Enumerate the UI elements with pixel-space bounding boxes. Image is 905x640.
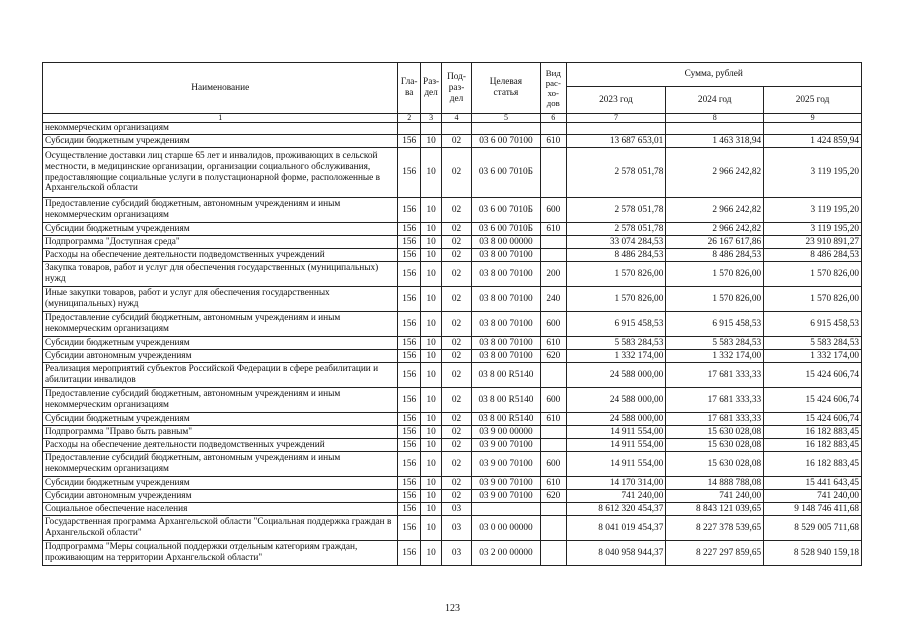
row-2025-cell: 8 528 940 159,18 [764, 541, 862, 566]
row-2025-cell: 5 583 284,53 [764, 337, 862, 350]
row-vid-cell: 600 [541, 452, 566, 477]
row-vid-cell [541, 439, 566, 452]
row-glava-cell: 156 [398, 135, 420, 148]
row-2023-cell: 5 583 284,53 [566, 337, 666, 350]
row-2023-cell: 2 578 051,78 [566, 223, 666, 236]
row-podrazdel-cell: 03 [442, 503, 472, 516]
row-2025-cell: 15 424 606,74 [764, 388, 862, 413]
row-tselevaya-cell: 03 8 00 70100 [471, 262, 540, 287]
row-podrazdel-cell: 02 [442, 363, 472, 388]
row-podrazdel-cell: 02 [442, 439, 472, 452]
row-tselevaya-cell: 03 9 00 00000 [471, 426, 540, 439]
row-glava-cell: 156 [398, 516, 420, 541]
column-number-cell: 7 [566, 114, 666, 123]
row-2024-cell: 2 966 242,82 [666, 148, 764, 198]
row-glava-cell: 156 [398, 312, 420, 337]
table-row [43, 148, 862, 198]
row-razdel-cell: 10 [420, 287, 441, 312]
table-row [43, 363, 862, 388]
row-vid-cell [541, 148, 566, 198]
row-tselevaya-cell: 03 8 00 00000 [471, 236, 540, 249]
row-razdel-cell: 10 [420, 452, 441, 477]
row-2023-cell: 14 911 554,00 [566, 426, 666, 439]
row-2025-cell: 16 182 883,45 [764, 426, 862, 439]
row-glava-cell: 156 [398, 337, 420, 350]
row-2024-cell [666, 123, 764, 135]
row-2023-cell: 2 578 051,78 [566, 198, 666, 223]
row-podrazdel-cell: 02 [442, 490, 472, 503]
column-number-cell: 9 [764, 114, 862, 123]
row-2024-cell: 1 463 318,94 [666, 135, 764, 148]
row-2023-cell: 14 911 554,00 [566, 439, 666, 452]
row-name-cell: Субсидии автономным учреждениям [43, 350, 398, 363]
row-2025-cell: 3 119 195,20 [764, 198, 862, 223]
row-razdel-cell: 10 [420, 148, 441, 198]
row-podrazdel-cell: 02 [442, 477, 472, 490]
table-row [43, 516, 862, 541]
row-tselevaya-cell [471, 123, 540, 135]
row-razdel-cell: 10 [420, 388, 441, 413]
row-razdel-cell: 10 [420, 426, 441, 439]
row-tselevaya-cell: 03 9 00 70100 [471, 452, 540, 477]
row-2025-cell: 6 915 458,53 [764, 312, 862, 337]
table-row [43, 223, 862, 236]
row-razdel-cell: 10 [420, 337, 441, 350]
row-vid-cell [541, 363, 566, 388]
row-2025-cell: 1 570 826,00 [764, 262, 862, 287]
row-glava-cell: 156 [398, 223, 420, 236]
row-2023-cell: 8 612 320 454,37 [566, 503, 666, 516]
row-glava-cell: 156 [398, 363, 420, 388]
row-name-cell: Государственная программа Архангельской области "Социальная поддержка граждан в Архангельской области" [43, 516, 398, 541]
row-podrazdel-cell: 02 [442, 312, 472, 337]
row-tselevaya-cell: 03 9 00 70100 [471, 490, 540, 503]
row-2024-cell: 5 583 284,53 [666, 337, 764, 350]
row-tselevaya-cell: 03 8 00 70100 [471, 337, 540, 350]
row-glava-cell: 156 [398, 249, 420, 262]
table-row [43, 287, 862, 312]
row-2025-cell [764, 123, 862, 135]
row-vid-cell [541, 516, 566, 541]
row-tselevaya-cell: 03 6 00 7010Б [471, 198, 540, 223]
row-glava-cell: 156 [398, 477, 420, 490]
budget-table [42, 62, 862, 566]
table-row [43, 350, 862, 363]
row-2025-cell: 8 486 284,53 [764, 249, 862, 262]
row-glava-cell: 156 [398, 350, 420, 363]
row-vid-cell: 600 [541, 198, 566, 223]
row-podrazdel-cell: 02 [442, 388, 472, 413]
row-2024-cell: 2 966 242,82 [666, 198, 764, 223]
row-tselevaya-cell: 03 6 00 70100 [471, 135, 540, 148]
row-2025-cell: 1 570 826,00 [764, 287, 862, 312]
row-2023-cell: 24 588 000,00 [566, 363, 666, 388]
table-row [43, 236, 862, 249]
row-podrazdel-cell: 03 [442, 516, 472, 541]
row-podrazdel-cell: 02 [442, 426, 472, 439]
table-row [43, 439, 862, 452]
column-number-cell: 6 [541, 114, 566, 123]
row-2023-cell: 8 040 958 944,37 [566, 541, 666, 566]
row-2023-cell: 13 687 653,01 [566, 135, 666, 148]
row-tselevaya-cell: 03 2 00 00000 [471, 541, 540, 566]
row-podrazdel-cell: 02 [442, 350, 472, 363]
row-name-cell: Подпрограмма "Доступная среда" [43, 236, 398, 249]
row-glava-cell: 156 [398, 426, 420, 439]
row-2025-cell: 8 529 005 711,68 [764, 516, 862, 541]
row-name-cell: Социальное обеспечение населения [43, 503, 398, 516]
row-name-cell: Субсидии бюджетным учреждениям [43, 337, 398, 350]
row-glava-cell: 156 [398, 413, 420, 426]
table-row [43, 312, 862, 337]
row-2024-cell: 8 843 121 039,65 [666, 503, 764, 516]
row-vid-cell: 240 [541, 287, 566, 312]
row-2024-cell: 2 966 242,82 [666, 223, 764, 236]
row-glava-cell: 156 [398, 262, 420, 287]
table-row [43, 388, 862, 413]
column-number-cell: 1 [43, 114, 398, 123]
row-glava-cell: 156 [398, 439, 420, 452]
row-razdel-cell [420, 123, 441, 135]
row-2025-cell: 3 119 195,20 [764, 223, 862, 236]
row-2024-cell: 1 570 826,00 [666, 287, 764, 312]
row-glava-cell: 156 [398, 490, 420, 503]
row-vid-cell: 200 [541, 262, 566, 287]
row-vid-cell: 620 [541, 350, 566, 363]
row-2024-cell: 8 486 284,53 [666, 249, 764, 262]
row-podrazdel-cell: 02 [442, 337, 472, 350]
row-razdel-cell: 10 [420, 236, 441, 249]
row-2025-cell: 16 182 883,45 [764, 439, 862, 452]
row-name-cell: Субсидии автономным учреждениям [43, 490, 398, 503]
row-2024-cell: 8 227 297 859,65 [666, 541, 764, 566]
row-podrazdel-cell [442, 123, 472, 135]
row-2024-cell: 6 915 458,53 [666, 312, 764, 337]
column-number-cell: 3 [420, 114, 441, 123]
row-name-cell: Закупка товаров, работ и услуг для обеспечения государственных (муниципальных) нужд [43, 262, 398, 287]
row-razdel-cell: 10 [420, 198, 441, 223]
row-2023-cell [566, 123, 666, 135]
row-razdel-cell: 10 [420, 262, 441, 287]
row-podrazdel-cell: 02 [442, 135, 472, 148]
row-vid-cell: 610 [541, 477, 566, 490]
header-glava: Гла- ва [398, 63, 420, 114]
row-razdel-cell: 10 [420, 516, 441, 541]
row-tselevaya-cell [471, 503, 540, 516]
row-name-cell: Субсидии бюджетным учреждениям [43, 135, 398, 148]
row-tselevaya-cell: 03 8 00 70100 [471, 350, 540, 363]
row-podrazdel-cell: 02 [442, 262, 472, 287]
row-razdel-cell: 10 [420, 490, 441, 503]
row-glava-cell: 156 [398, 503, 420, 516]
row-razdel-cell: 10 [420, 541, 441, 566]
row-2024-cell: 26 167 617,86 [666, 236, 764, 249]
row-name-cell: Предоставление субсидий бюджетным, автономным учреждениям и иным некоммерческим организациям [43, 312, 398, 337]
row-2025-cell: 1 332 174,00 [764, 350, 862, 363]
table-row [43, 337, 862, 350]
row-2023-cell: 6 915 458,53 [566, 312, 666, 337]
row-vid-cell: 600 [541, 388, 566, 413]
row-glava-cell: 156 [398, 452, 420, 477]
row-name-cell: Субсидии бюджетным учреждениям [43, 413, 398, 426]
table-row [43, 249, 862, 262]
row-name-cell: Осуществление доставки лиц старше 65 лет и инвалидов, проживающих в сельской местности, в медицинские организации, организации социального обслуживания, предоставляющие социальные услуги в полустационарной форме, расположенные в Архангельской области [43, 148, 398, 198]
row-vid-cell [541, 503, 566, 516]
row-glava-cell [398, 123, 420, 135]
header-2024: 2024 год [666, 87, 764, 114]
table-row [43, 413, 862, 426]
row-razdel-cell: 10 [420, 312, 441, 337]
row-podrazdel-cell: 02 [442, 249, 472, 262]
row-name-cell: Иные закупки товаров, работ и услуг для обеспечения государственных (муниципальных) нужд [43, 287, 398, 312]
row-tselevaya-cell: 03 0 00 00000 [471, 516, 540, 541]
row-2025-cell: 15 441 643,45 [764, 477, 862, 490]
row-name-cell: Предоставление субсидий бюджетным, автономным учреждениям и иным некоммерческим организациям [43, 388, 398, 413]
table-row [43, 477, 862, 490]
row-razdel-cell: 10 [420, 223, 441, 236]
header-summa: Сумма, рублей [566, 63, 861, 87]
row-vid-cell: 600 [541, 312, 566, 337]
row-2023-cell: 14 170 314,00 [566, 477, 666, 490]
table-row [43, 123, 862, 135]
row-glava-cell: 156 [398, 287, 420, 312]
row-razdel-cell: 10 [420, 135, 441, 148]
row-podrazdel-cell: 02 [442, 452, 472, 477]
row-tselevaya-cell: 03 6 00 7010Б [471, 148, 540, 198]
row-glava-cell: 156 [398, 388, 420, 413]
row-2025-cell: 16 182 883,45 [764, 452, 862, 477]
row-2024-cell: 17 681 333,33 [666, 363, 764, 388]
table-row [43, 503, 862, 516]
row-2023-cell: 1 570 826,00 [566, 287, 666, 312]
row-name-cell: Субсидии бюджетным учреждениям [43, 477, 398, 490]
row-razdel-cell: 10 [420, 363, 441, 388]
table-row [43, 452, 862, 477]
row-podrazdel-cell: 02 [442, 223, 472, 236]
row-2025-cell: 741 240,00 [764, 490, 862, 503]
row-vid-cell [541, 249, 566, 262]
row-razdel-cell: 10 [420, 413, 441, 426]
row-name-cell: Подпрограмма "Право быть равным" [43, 426, 398, 439]
column-number-row [43, 114, 862, 123]
row-razdel-cell: 10 [420, 477, 441, 490]
row-podrazdel-cell: 02 [442, 413, 472, 426]
header-razdel: Раз- дел [420, 63, 441, 114]
row-2023-cell: 2 578 051,78 [566, 148, 666, 198]
row-tselevaya-cell: 03 8 00 R5140 [471, 413, 540, 426]
row-2024-cell: 17 681 333,33 [666, 388, 764, 413]
row-tselevaya-cell: 03 8 00 70100 [471, 287, 540, 312]
header-2025: 2025 год [764, 87, 862, 114]
row-2024-cell: 15 630 028,08 [666, 439, 764, 452]
table-row [43, 198, 862, 223]
row-2025-cell: 3 119 195,20 [764, 148, 862, 198]
row-2023-cell: 8 486 284,53 [566, 249, 666, 262]
row-2023-cell: 24 588 000,00 [566, 413, 666, 426]
row-vid-cell: 620 [541, 490, 566, 503]
column-number-cell: 4 [442, 114, 472, 123]
row-name-cell: Субсидии бюджетным учреждениям [43, 223, 398, 236]
row-2024-cell: 15 630 028,08 [666, 452, 764, 477]
row-vid-cell: 610 [541, 413, 566, 426]
row-tselevaya-cell: 03 8 00 R5140 [471, 388, 540, 413]
page-number: 123 [445, 603, 460, 614]
row-2023-cell: 33 074 284,53 [566, 236, 666, 249]
row-2023-cell: 741 240,00 [566, 490, 666, 503]
header-vid: Вид рас- хо- дов [541, 63, 566, 114]
row-tselevaya-cell: 03 9 00 70100 [471, 439, 540, 452]
table-row [43, 541, 862, 566]
column-number-cell: 8 [666, 114, 764, 123]
row-podrazdel-cell: 02 [442, 236, 472, 249]
row-razdel-cell: 10 [420, 503, 441, 516]
row-name-cell: Предоставление субсидий бюджетным, автономным учреждениям и иным некоммерческим организациям [43, 198, 398, 223]
row-2025-cell: 15 424 606,74 [764, 413, 862, 426]
row-razdel-cell: 10 [420, 350, 441, 363]
row-podrazdel-cell: 02 [442, 287, 472, 312]
row-2023-cell: 24 588 000,00 [566, 388, 666, 413]
row-name-cell: Подпрограмма "Меры социальной поддержки отдельным категориям граждан, проживающим на территории Архангельской области" [43, 541, 398, 566]
row-tselevaya-cell: 03 8 00 70100 [471, 312, 540, 337]
row-2025-cell: 15 424 606,74 [764, 363, 862, 388]
row-2024-cell: 17 681 333,33 [666, 413, 764, 426]
row-2025-cell: 1 424 859,94 [764, 135, 862, 148]
row-glava-cell: 156 [398, 148, 420, 198]
row-2024-cell: 1 570 826,00 [666, 262, 764, 287]
table-row [43, 262, 862, 287]
row-vid-cell: 610 [541, 135, 566, 148]
row-2024-cell: 741 240,00 [666, 490, 764, 503]
row-tselevaya-cell: 03 8 00 R5140 [471, 363, 540, 388]
row-vid-cell: 610 [541, 337, 566, 350]
row-name-cell: Расходы на обеспечение деятельности подведомственных учреждений [43, 439, 398, 452]
row-podrazdel-cell: 03 [442, 541, 472, 566]
row-razdel-cell: 10 [420, 439, 441, 452]
table-row [43, 490, 862, 503]
header-tselevaya: Целевая статья [471, 63, 540, 114]
row-vid-cell [541, 541, 566, 566]
row-name-cell: Расходы на обеспечение деятельности подведомственных учреждений [43, 249, 398, 262]
row-2023-cell: 1 332 174,00 [566, 350, 666, 363]
row-2025-cell: 9 148 746 411,68 [764, 503, 862, 516]
row-2024-cell: 1 332 174,00 [666, 350, 764, 363]
row-name-cell: некоммерческим организациям [43, 123, 398, 135]
header-2023: 2023 год [566, 87, 666, 114]
header-name: Наименование [43, 63, 398, 114]
row-tselevaya-cell: 03 6 00 7010Б [471, 223, 540, 236]
row-vid-cell: 610 [541, 223, 566, 236]
row-2024-cell: 15 630 028,08 [666, 426, 764, 439]
row-name-cell: Предоставление субсидий бюджетным, автономным учреждениям и иным некоммерческим организациям [43, 452, 398, 477]
row-2023-cell: 1 570 826,00 [566, 262, 666, 287]
row-name-cell: Реализация мероприятий субъектов Российской Федерации в сфере реабилитации и абилитации инвалидов [43, 363, 398, 388]
row-glava-cell: 156 [398, 236, 420, 249]
row-2024-cell: 8 227 378 539,65 [666, 516, 764, 541]
row-glava-cell: 156 [398, 541, 420, 566]
row-2024-cell: 14 888 788,08 [666, 477, 764, 490]
table-row [43, 135, 862, 148]
row-2023-cell: 14 911 554,00 [566, 452, 666, 477]
row-podrazdel-cell: 02 [442, 198, 472, 223]
row-glava-cell: 156 [398, 198, 420, 223]
column-number-cell: 2 [398, 114, 420, 123]
row-razdel-cell: 10 [420, 249, 441, 262]
row-podrazdel-cell: 02 [442, 148, 472, 198]
header-podrazdel: Под- раз- дел [442, 63, 472, 114]
column-number-cell: 5 [471, 114, 540, 123]
row-tselevaya-cell: 03 9 00 70100 [471, 477, 540, 490]
row-vid-cell [541, 426, 566, 439]
table-row [43, 426, 862, 439]
row-2023-cell: 8 041 019 454,37 [566, 516, 666, 541]
row-tselevaya-cell: 03 8 00 70100 [471, 249, 540, 262]
row-vid-cell [541, 123, 566, 135]
row-2025-cell: 23 910 891,27 [764, 236, 862, 249]
row-vid-cell [541, 236, 566, 249]
